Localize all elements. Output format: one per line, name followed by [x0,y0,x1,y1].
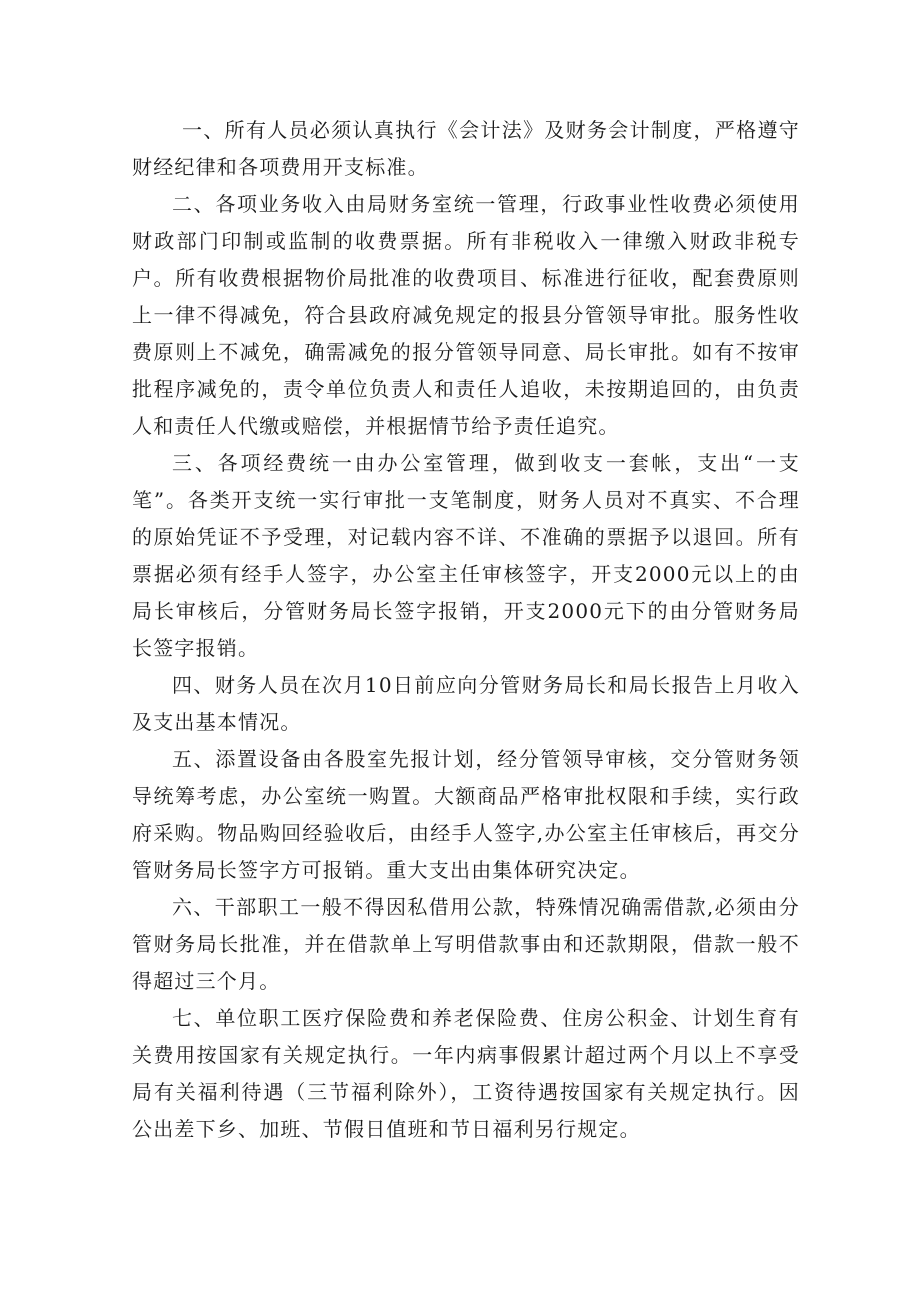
document-body [132,112,800,1148]
paragraph-1: 一、所有人员必须认真执行《会计法》及财务会计制度，严格遵守财经纪律和各项费用开支标准。 [132,118,800,179]
paragraph-5: 五、添置设备由各股室先报计划，经分管领导审核，交分管财务领导统筹考虑，办公室统一购置。大额商品严格审批权限和手续，实行政府采购。物品购回经验收后，由经手人签字,办公室主任审核后，再交分管财务局长签字方可报销。重大支出由集体研究决定。 [132,747,800,882]
paragraph-4: 四、财务人员在次月10日前应向分管财务局长和局长报告上月收入及支出基本情况。 [132,673,800,734]
paragraph-7: 七、单位职工医疗保险费和养老保险费、住房公积金、计划生育有关费用按国家有关规定执行。一年内病事假累计超过两个月以上不享受局有关福利待遇（三节福利除外），工资待遇按国家有关规定执行。因公出差下乡、加班、节假日值班和节日福利另行规定。 [132,1006,800,1141]
paragraph-3: 三、各项经费统一由办公室管理，做到收支一套帐，支出“一支笔”。各类开支统一实行审批一支笔制度，财务人员对不真实、不合理的原始凭证不予受理，对记载内容不详、不准确的票据予以退回。所有票据必须有经手人签字，办公室主任审核签字，开支2000元以上的由局长审核后，分管财务局长签字报销，开支2000元下的由分管财务局长签字报销。 [132,451,800,660]
paragraph-2: 二、各项业务收入由局财务室统一管理，行政事业性收费必须使用财政部门印制或监制的收费票据。所有非税收入一律缴入财政非税专户。所有收费根据物价局批准的收费项目、标准进行征收，配套费原则上一律不得减免，符合县政府减免规定的报县分管领导审批。服务性收费原则上不减免，确需减免的报分管领导同意、局长审批。如有不按审批程序减免的，责令单位负责人和责任人追收，未按期追回的，由负责人和责任人代缴或赔偿，并根据情节给予责任追究。 [132,192,800,438]
paragraph-6: 六、干部职工一般不得因私借用公款，特殊情况确需借款,必须由分管财务局长批准，并在借款单上写明借款事由和还款期限，借款一般不得超过三个月。 [132,895,800,993]
